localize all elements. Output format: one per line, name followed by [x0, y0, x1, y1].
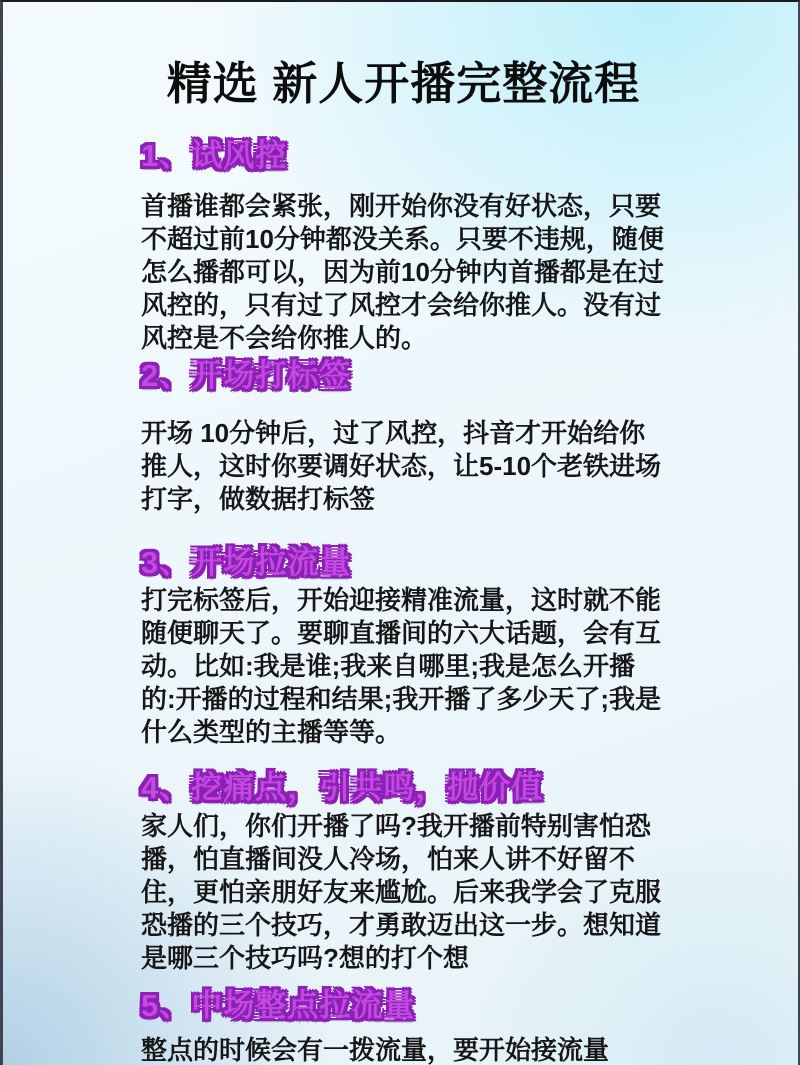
section-2-body: 开场 10分钟后，过了风控，抖音才开始给你推人，这时你要调好状态，让5-10个老铁进场打字，做数据打标签 [141, 418, 662, 514]
page-title: 精选 新人开播完整流程 [166, 58, 641, 109]
section-5-body: 整点的时候会有一拨流量，要开始接流量 [141, 1035, 610, 1065]
section-4-body: 家人们，你们开播了吗?我开播前特别害怕恐播，怕直播间没人冷场，怕来人讲不好留不住，更怕亲朋好友来尴尬。后来我学会了克服恐播的三个技巧，才勇敢迈出这一步。想知道是哪三个技巧吗?想的打个想 [141, 811, 662, 973]
section-3-body: 打完标签后，开始迎接精准流量，这时就不能随便聊天了。要聊直播间的六大话题，会有互动。比如:我是谁;我来自哪里;我是怎么开播的:开播的过程和结果;我开播了多少天了;我是什么类型的主播等等。 [141, 585, 662, 747]
section-4 [141, 769, 666, 975]
section-4-heading: 4、挖痛点，引共鸣，抛价值 [141, 770, 544, 805]
section-3-heading: 3、开场拉流量 [141, 545, 352, 580]
section-1-heading: 1、试风控 [141, 138, 288, 173]
poster-content [3, 2, 798, 1065]
section-1 [141, 137, 666, 355]
section-2-heading: 2、开场打标签 [141, 358, 352, 393]
section-3 [141, 544, 666, 749]
section-1-body: 首播谁都会紧张，刚开始你没有好状态，只要不超过前10分钟都没关系。只要不违规，随便怎么播都可以，因为前10分钟内首播都是在过风控的，只有过了风控才会给你推人。没有过风控是不会给你推人的。 [141, 191, 664, 353]
section-5 [141, 987, 666, 1065]
section-5-heading: 5、中场整点拉流量 [141, 988, 416, 1023]
section-2 [141, 357, 666, 516]
